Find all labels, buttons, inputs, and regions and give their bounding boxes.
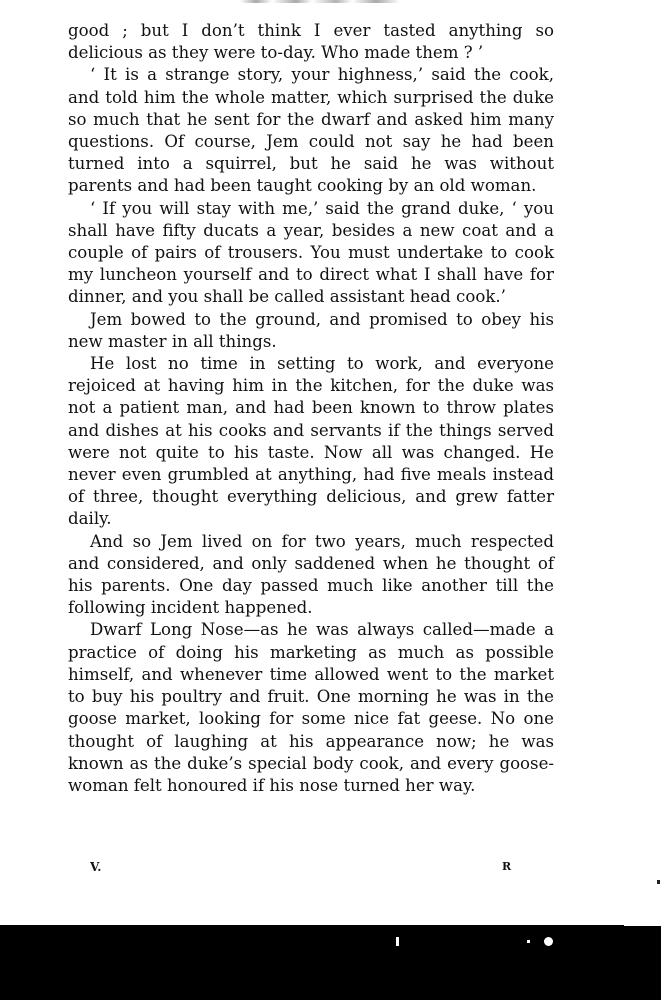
scan-dark-edge [0,925,661,1000]
book-page-body [68,20,554,797]
scan-edge-notch [624,918,661,926]
signature-mark-gathering: R [502,860,512,873]
scan-edge-speck [396,937,399,946]
scan-edge-speck [657,880,660,884]
paragraph: ‘ If you will stay with me,’ said the grand duke, ‘ you shall have fifty ducats a year, besides a new coat and a couple of pairs of trousers. You must undertake to cook my luncheon yourself and to direct what I shall have for dinner, and you shall be called assistant head cook.’ [68,198,554,307]
paragraph: And so Jem lived on for two years, much respected and considered, and only saddened when he thought of his parents. One day passed much like another till the following incident happened. [68,531,554,618]
paragraph-continuation: good ; but I don’t think I ever tasted anything so delicious as they were to-day. Who made them ? ’ [68,21,554,63]
paragraph: Dwarf Long Nose—as he was always called—made a practice of doing his marketing as much as possible himself, and whenever time allowed went to the market to buy his poultry and fruit. One morning he was in the goose market, looking for some nice fat geese. No one thought of laughing at his appearance now; he was known as the duke’s special body cook, and every goose-woman felt honoured if his nose turned her way. [68,620,554,795]
paragraph: He lost no time in setting to work, and everyone rejoiced at having him in the kitchen, for the duke was not a patient man, and had been known to throw plates and dishes at his cooks and servants if the things served were not quite to his taste. Now all was changed. He never even grumbled at anything, had five meals instead of three, thought everything delicious, and grew fatter daily. [68,354,554,529]
paragraph: Jem bowed to the ground, and promised to obey his new master in all things. [68,309,554,351]
signature-mark-volume: V. [90,860,102,874]
scan-edge-speck [544,937,553,946]
paragraph: ‘ It is a strange story, your highness,’ said the cook, and told him the whole matter, which surprised the duke so much that he sent for the dwarf and asked him many questions. Of course, Jem could not say he had been turned into a squirrel, but he said he was without parents and had been taught cooking by an old woman. [68,65,554,196]
scan-top-smudge [240,0,400,3]
scan-edge-speck [527,940,530,943]
